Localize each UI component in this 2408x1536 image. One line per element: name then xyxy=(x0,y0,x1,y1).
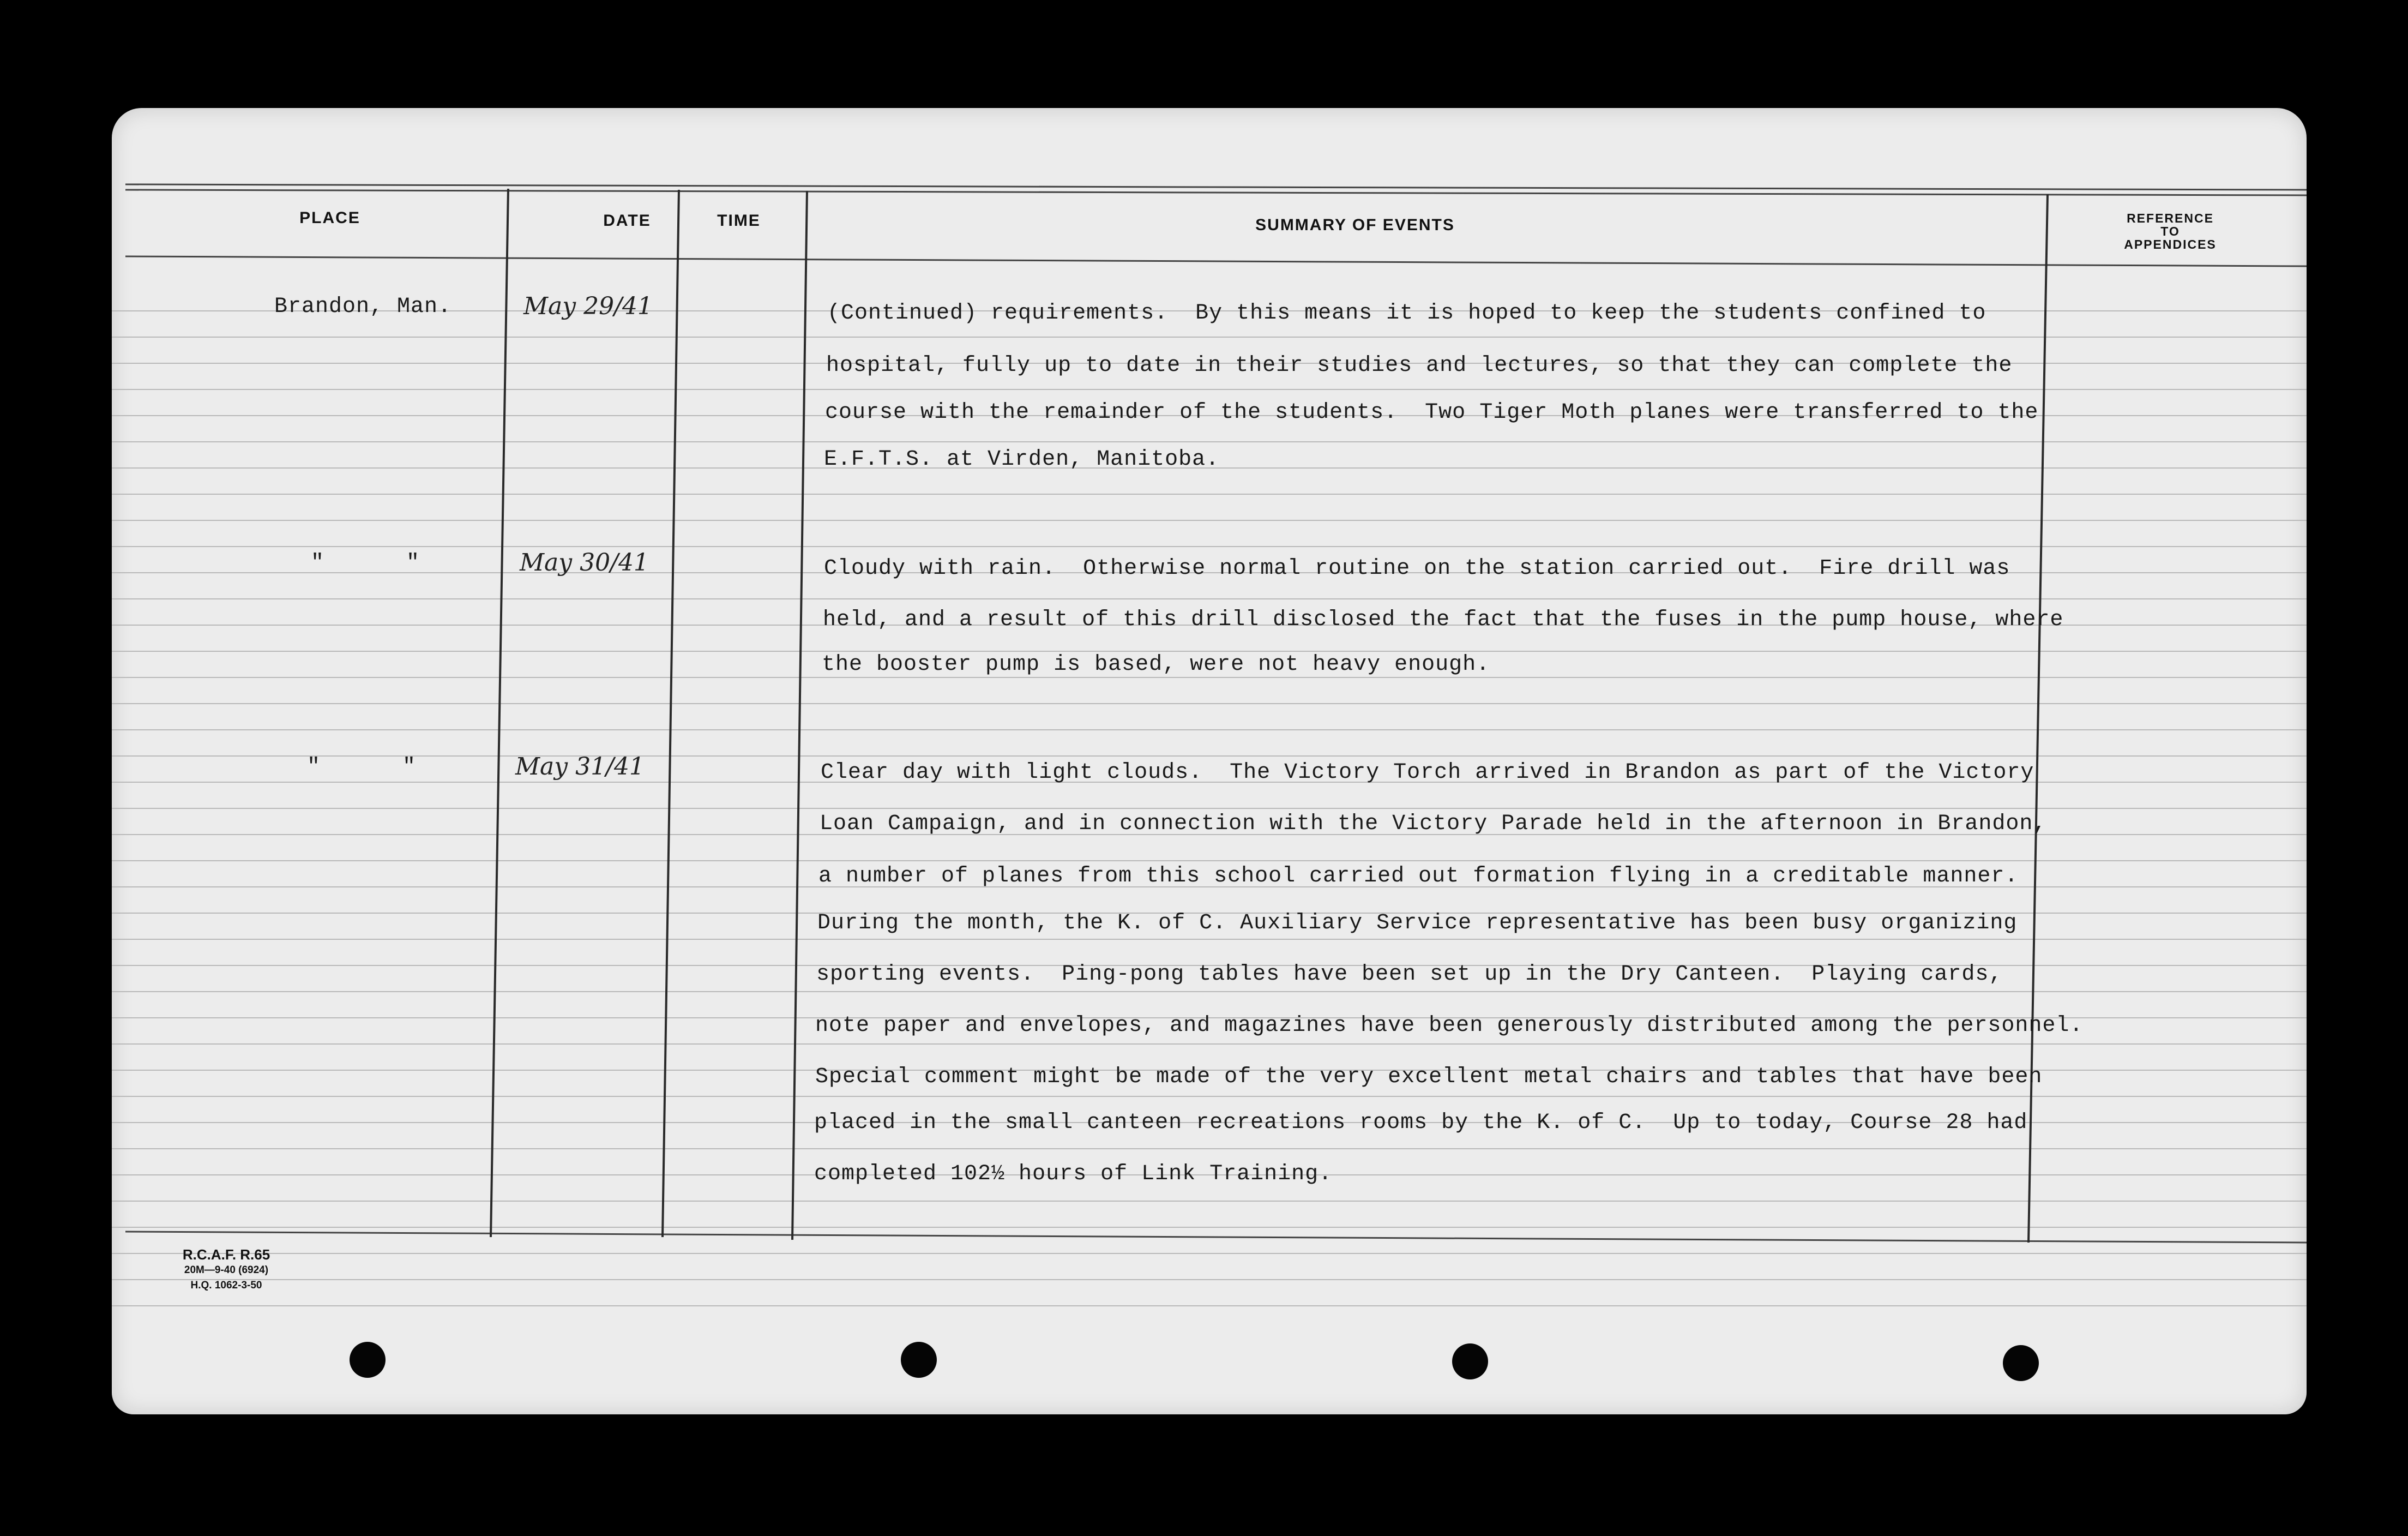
header-summary-of-events: SUMMARY OF EVENTS xyxy=(1255,216,1455,234)
summary-line: E.F.T.S. at Virden, Manitoba. xyxy=(824,447,1220,472)
summary-line: Cloudy with rain. Otherwise normal routine on the station carried out. Fire drill was xyxy=(824,556,2010,581)
entry-place: Brandon, Man. xyxy=(274,295,452,319)
form-code: 20M—9-40 (6924) xyxy=(184,1264,269,1276)
summary-line: Loan Campaign, and in connection with the Victory Parade held in the afternoon in Brandon, xyxy=(820,812,2047,836)
summary-line: hospital, fully up to date in their studies and lectures, so that they can complete the xyxy=(826,353,2013,378)
entry-place-ditto: " " xyxy=(307,755,417,779)
form-sheet xyxy=(112,108,2307,1414)
summary-line: During the month, the K. of C. Auxiliary Service representative has been busy organizing xyxy=(817,911,2018,935)
summary-line: Special comment might be made of the very excellent metal chairs and tables that have been xyxy=(815,1065,2043,1089)
binder-hole xyxy=(901,1342,937,1378)
summary-line: completed 102½ hours of Link Training. xyxy=(814,1162,1333,1186)
header-time: TIME xyxy=(717,212,761,230)
header-place: PLACE xyxy=(299,209,360,227)
entry-place-ditto: " " xyxy=(311,551,420,575)
entry-date: May 29/41 xyxy=(523,292,653,320)
summary-line: course with the remainder of the students. Two Tiger Moth planes were transferred to the xyxy=(825,400,2039,425)
summary-line: note paper and envelopes, and magazines have been generously distributed among the personnel. xyxy=(815,1013,2084,1038)
summary-line: (Continued) requirements. By this means it is hoped to keep the students confined to xyxy=(827,301,1986,326)
header-reference-line: REFERENCE xyxy=(2127,211,2214,225)
header-reference-line: TO xyxy=(2160,224,2180,238)
header-date: DATE xyxy=(603,212,651,230)
form-code: H.Q. 1062-3-50 xyxy=(190,1280,262,1291)
summary-line: the booster pump is based, were not heavy enough. xyxy=(822,652,1490,677)
binder-hole xyxy=(350,1342,386,1378)
binder-hole xyxy=(2003,1345,2039,1381)
summary-line: a number of planes from this school carried out formation flying in a creditable manner. xyxy=(818,864,2019,889)
entry-date: May 30/41 xyxy=(520,549,649,577)
form-code: R.C.A.F. R.65 xyxy=(182,1246,270,1263)
header-reference-to-appendices xyxy=(2086,212,2255,251)
summary-line: sporting events. Ping-pong tables have been set up in the Dry Canteen. Playing cards, xyxy=(816,962,2003,987)
binder-hole xyxy=(1452,1343,1488,1379)
entry-date: May 31/41 xyxy=(515,753,645,781)
summary-line: held, and a result of this drill disclosed the fact that the fuses in the pump house, where xyxy=(823,608,2064,632)
summary-line: Clear day with light clouds. The Victory Torch arrived in Brandon as part of the Victory xyxy=(821,760,2034,785)
header-reference-line: APPENDICES xyxy=(2124,237,2217,251)
summary-line: placed in the small canteen recreations rooms by the K. of C. Up to today, Course 28 had xyxy=(814,1111,2028,1135)
